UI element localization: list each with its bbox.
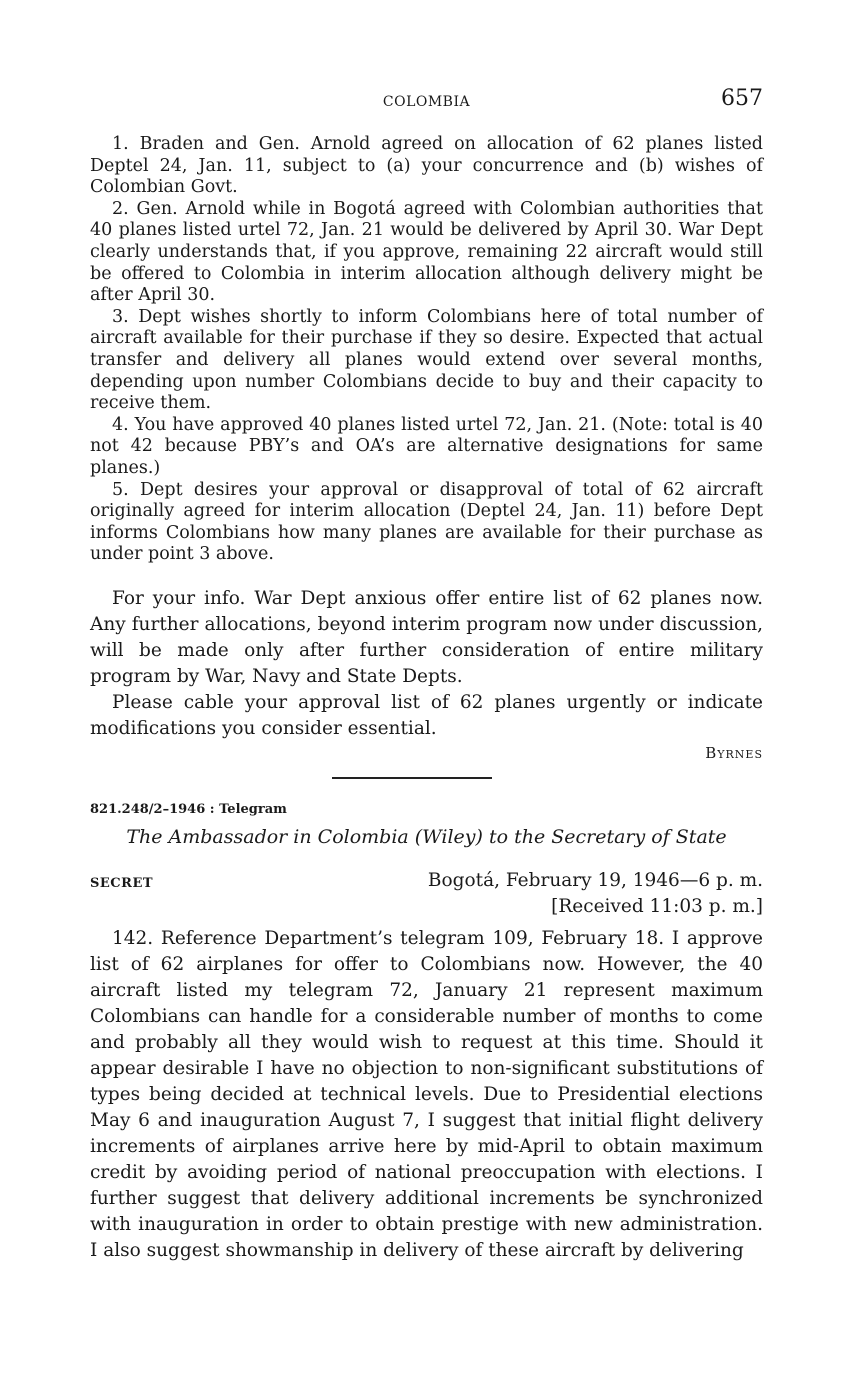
- point-1: 1. Braden and Gen. Arnold agreed on allocation of 62 planes listed Deptel 24, Jan. 11, subject to (a) your concurrence and (b) wishes of Colombian Govt.: [90, 134, 763, 198]
- running-head: COLOMBIA: [382, 94, 471, 110]
- point-2: 2. Gen. Arnold while in Bogotá agreed with Colombian authorities that 40 planes listed urtel 72, Jan. 21 would be delivered by April 30. War Dept clearly understands that, if you approve, remaining 22 aircraft would still be offered to Colombia in interim allocation although delivery might be after April 30.: [90, 198, 763, 306]
- file-reference: 821.248/2–1946 : Telegram: [90, 802, 287, 817]
- section-divider: [332, 777, 492, 779]
- telegram-body: [90, 926, 763, 1264]
- classification-label: SECRET: [90, 876, 154, 891]
- received-time: [Received 11:03 p. m.]: [551, 896, 763, 917]
- point-5: 5. Dept desires your approval or disapproval of total of 62 aircraft originally agreed for interim allocation (Deptel 24, Jan. 11) before Dept informs Colombians how many planes are available for their purchase as under point 3 above.: [90, 479, 763, 565]
- signature: Byrnes: [705, 744, 763, 762]
- telegram-meta: [90, 870, 763, 922]
- point-4: 4. You have approved 40 planes listed urtel 72, Jan. 21. (Note: total is 40 not 42 because PBY’s and OA’s are alternative designations for same planes.): [90, 414, 763, 478]
- numbered-points: [90, 134, 763, 566]
- closing-paragraphs: [90, 586, 763, 742]
- telegram-body-text: 142. Reference Department’s telegram 109, February 18. I approve list of 62 airplanes for offer to Colombians now. However, the 40 aircraft listed my telegram 72, January 21 represent maximum Colombians can handle for a considerable number of months to come and probably all they would wish to request at this time. Should it appear desirable I have no objection to non-significant substitutions of types being decided at technical levels. Due to Presidential elections May 6 and inauguration August 7, I suggest that initial flight delivery increments of airplanes arrive here by mid-April to obtain maximum credit by avoiding period of national preoccupation with elections. I further suggest that delivery additional increments be synchronized with inauguration in order to obtain prestige with new administration. I also suggest showmanship in delivery of these aircraft by delivering: [90, 928, 763, 1261]
- page-header: [90, 86, 763, 116]
- request-paragraph: Please cable your approval list of 62 planes urgently or indicate modifications you consider essential.: [90, 692, 763, 739]
- dateline: Bogotá, February 19, 1946—6 p. m.: [427, 870, 763, 891]
- info-paragraph: For your info. War Dept anxious offer entire list of 62 planes now. Any further allocations, beyond interim program now under discussion, will be made only after further consideration of entire military program by War, Navy and State Depts.: [90, 588, 763, 687]
- document-title: The Ambassador in Colombia (Wiley) to the Secretary of State: [126, 826, 727, 848]
- page-number: 657: [721, 86, 763, 111]
- point-3: 3. Dept wishes shortly to inform Colombians here of total number of aircraft available for their purchase if they so desire. Expected that actual transfer and delivery all planes would extend over several months, depending upon number Colombians decide to buy and their capacity to receive them.: [90, 306, 763, 414]
